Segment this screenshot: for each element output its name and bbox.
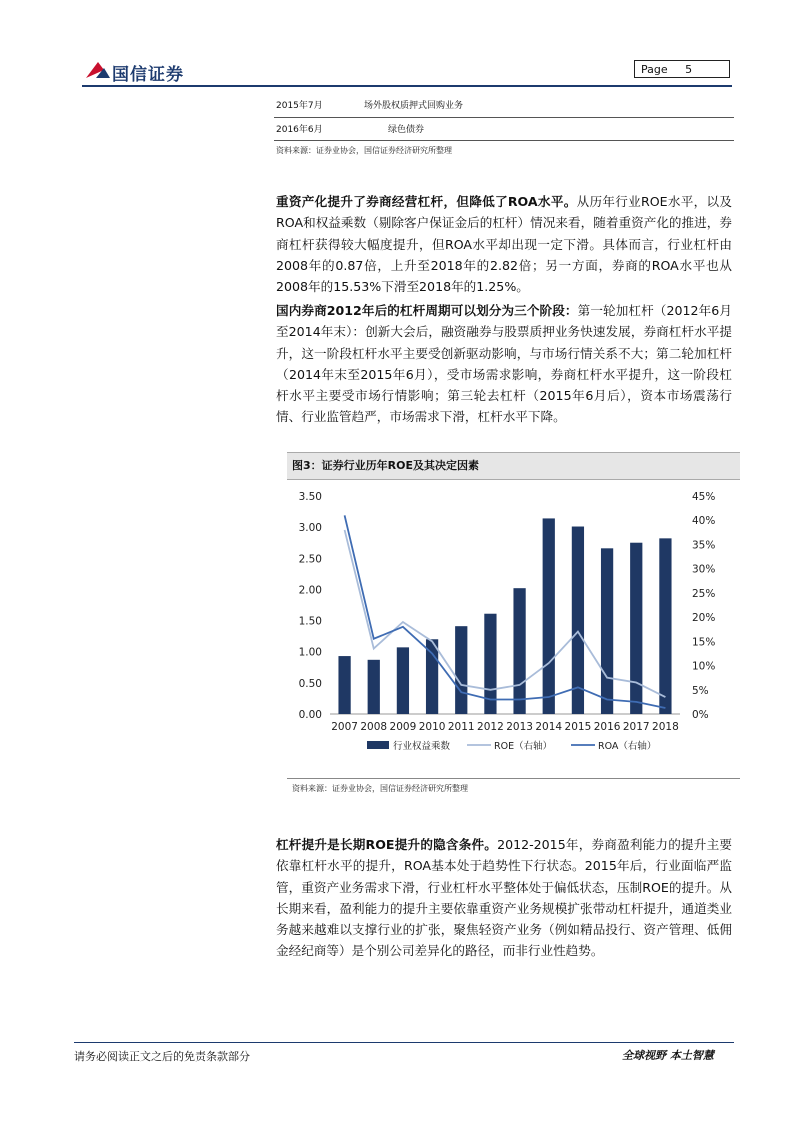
bar-equity-multiplier <box>455 626 467 714</box>
paragraph-lead: 国内券商2012年后的杠杆周期可以划分为三个阶段： <box>276 303 578 318</box>
table-event: 场外股权质押式回购业务 <box>364 101 464 111</box>
paragraph-body: 2012-2015年，券商盈利能力的提升主要依靠杠杆水平的提升，ROA基本处于趋势性下行状态。2015年后，行业面临严监管，重资产业务需求下滑，行业杠杆水平整体处于偏低状态，压制ROE的提升。从长期来看，盈利能力的提升主要依靠重资产业务规模扩张带动杠杆提升，通道类业务越来越难以支撑行业的扩张，聚焦轻资产业务（例如精品投行、资产管理、低佣金经纪商等）是个别公司差异化的路径，而非行业性趋势。 <box>276 837 732 959</box>
x-tick-label: 2017 <box>622 721 650 733</box>
table-source: 资料来源：证券业协会，国信证券经济研究所整理 <box>276 146 452 155</box>
y-right-tick-label: 5% <box>692 684 709 697</box>
x-tick-label: 2018 <box>652 721 679 733</box>
bar-equity-multiplier <box>397 647 409 714</box>
x-tick-label: 2010 <box>418 721 446 733</box>
table-event: 绿色债券 <box>388 125 425 135</box>
paragraph-body: 第一轮加杠杆（2012年6月至2014年末）：创新大会后，融资融券与股票质押业务快速发展，券商杠杆水平提升，这一阶段杠杆水平主要受创新驱动影响，与市场行情关系不大；第二轮加杠杆（2014年末至2015年6月），受市场需求影响，券商杠杆水平提升，这一阶段杠杆水平主要受市场行情影响；第三轮去杠杆（2015年6月后），资本市场震荡行情、行业监管趋严，市场需求下滑，杠杆水平下降。 <box>276 303 732 425</box>
page-indicator <box>634 60 730 78</box>
legend-label-bar: 行业权益乘数 <box>393 741 451 752</box>
footer-slogan: 全球视野 本土智慧 <box>622 1049 714 1062</box>
legend-label-roa: ROA（右轴） <box>598 741 657 752</box>
y-right-tick-label: 25% <box>692 587 716 600</box>
legend-swatch-bar <box>367 741 389 749</box>
y-right-tick-label: 20% <box>692 612 716 625</box>
line-roe <box>345 530 666 697</box>
bar-equity-multiplier <box>368 660 380 714</box>
y-left-tick-label: 0.50 <box>298 677 322 690</box>
x-tick-label: 2013 <box>506 721 533 733</box>
bar-equity-multiplier <box>630 543 642 714</box>
x-tick-label: 2011 <box>447 721 475 733</box>
y-right-tick-label: 30% <box>692 563 716 576</box>
bar-equity-multiplier <box>513 588 525 714</box>
bar-equity-multiplier <box>338 656 350 714</box>
header-rule <box>82 85 732 87</box>
bar-equity-multiplier <box>601 548 613 714</box>
page-label: Page <box>641 63 668 76</box>
x-tick-label: 2016 <box>593 721 621 733</box>
y-left-tick-label: 0.00 <box>298 709 322 721</box>
y-left-tick-label: 3.00 <box>298 522 322 535</box>
legend-label-roe: ROE（右轴） <box>494 741 553 752</box>
paragraph-lead: 重资产化提升了券商经营杠杆，但降低了ROA水平。 <box>276 194 577 209</box>
x-tick-label: 2015 <box>564 721 592 733</box>
figure-divider <box>287 778 740 779</box>
table-row <box>276 122 425 135</box>
table-divider <box>274 117 734 118</box>
table-date: 2016年6月 <box>276 125 323 135</box>
y-right-tick-label: 0% <box>692 709 709 721</box>
table-row <box>276 98 464 111</box>
footer-disclaimer: 请务必阅读正文之后的免责条款部分 <box>74 1050 250 1063</box>
y-right-tick-label: 35% <box>692 539 716 552</box>
y-left-tick-label: 2.50 <box>298 553 322 566</box>
paragraph-leverage <box>276 191 732 297</box>
footer-rule <box>74 1042 734 1043</box>
paragraph-body: 从历年行业ROE水平，以及ROA和权益乘数（剔除客户保证金后的杠杆）情况来看，随着重资产化的推进，券商杠杆获得较大幅度提升，但ROA水平却出现一定下滑。具体而言，行业杠杆由2008年的0.87倍，上升至2018年的2.82倍；另一方面，券商的ROA水平也从2008年的15.53%下滑至2018年的1.25%。 <box>276 194 732 295</box>
x-tick-label: 2008 <box>360 721 388 733</box>
figure-title: 图3：证券行业历年ROE及其决定因素 <box>292 459 479 472</box>
bar-equity-multiplier <box>543 518 555 714</box>
paragraph-cycle <box>276 300 732 428</box>
roe-chart <box>287 478 740 778</box>
y-right-tick-label: 45% <box>692 491 716 503</box>
y-right-tick-label: 15% <box>692 636 716 649</box>
paragraph-roe <box>276 834 732 962</box>
bar-equity-multiplier <box>659 538 671 714</box>
x-tick-label: 2014 <box>535 721 563 733</box>
y-left-tick-label: 3.50 <box>298 491 322 503</box>
page-number: 5 <box>685 63 693 76</box>
bar-equity-multiplier <box>572 527 584 714</box>
y-left-tick-label: 1.00 <box>298 646 322 659</box>
x-tick-label: 2009 <box>389 721 417 733</box>
brand-name: 国信证券 <box>112 65 184 85</box>
figure-source: 资料来源：证券业协会，国信证券经济研究所整理 <box>292 784 468 793</box>
x-tick-label: 2007 <box>331 721 358 733</box>
paragraph-lead: 杠杆提升是长期ROE提升的隐含条件。 <box>276 837 498 852</box>
x-tick-label: 2012 <box>477 721 504 733</box>
y-right-tick-label: 10% <box>692 660 716 673</box>
y-left-tick-label: 1.50 <box>298 615 322 628</box>
table-date: 2015年7月 <box>276 101 323 111</box>
table-bottom-rule <box>274 140 734 141</box>
y-left-tick-label: 2.00 <box>298 584 322 597</box>
y-right-tick-label: 40% <box>692 515 716 528</box>
